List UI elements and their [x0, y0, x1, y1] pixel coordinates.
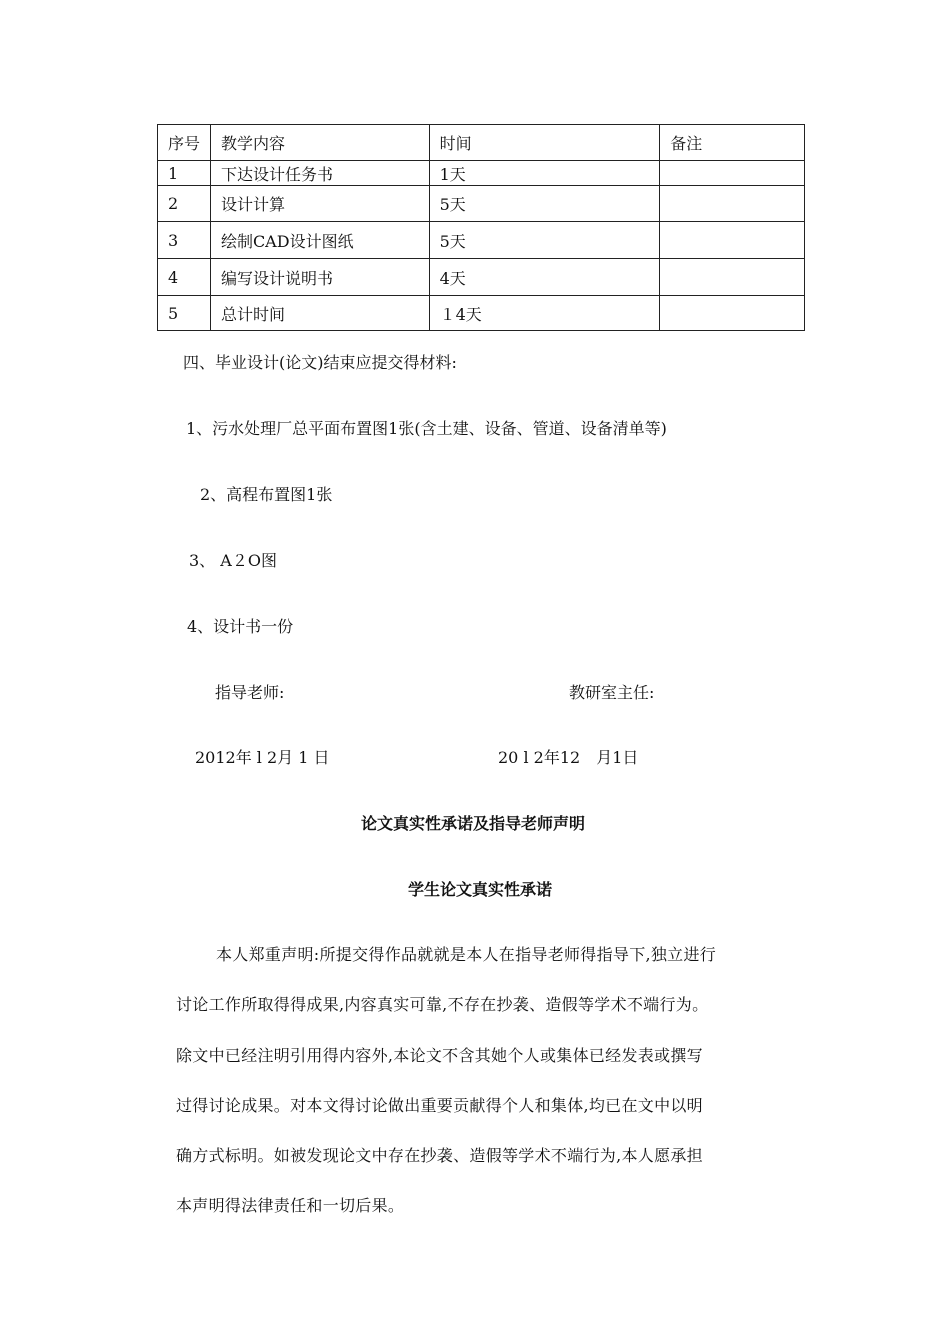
cell-remark [660, 161, 805, 186]
table-row [158, 296, 805, 331]
cell-index: 4 [158, 259, 211, 296]
cell-index: 3 [158, 222, 211, 259]
advisor-label: 指导老师: [215, 683, 285, 702]
declaration-line-1: 本人郑重声明:所提交得作品就就是本人在指导老师得指导下,独立进行 [216, 945, 717, 964]
declaration-subtitle: 学生论文真实性承诺 [408, 880, 553, 899]
materials-item-4: 4、设计书一份 [187, 617, 294, 636]
materials-item-3: 3、 A２O图 [189, 551, 277, 570]
header-cell-remark: 备注 [660, 125, 805, 161]
director-date: 20 l 2年12 月1日 [498, 748, 639, 767]
declaration-line-4: 过得讨论成果。对本文得讨论做出重要贡献得个人和集体,均已在文中以明 [176, 1096, 703, 1115]
materials-item-2: 2、高程布置图1张 [200, 485, 333, 504]
table-header-row [158, 125, 805, 161]
cell-index: 1 [158, 161, 211, 186]
declaration-line-6: 本声明得法律责任和一切后果。 [176, 1196, 405, 1215]
header-cell-index: 序号 [158, 125, 211, 161]
materials-heading: 四、毕业设计(论文)结束应提交得材料: [183, 353, 457, 372]
table-row [158, 222, 805, 259]
declaration-title: 论文真实性承诺及指导老师声明 [361, 814, 586, 833]
cell-time: １4天 [429, 296, 660, 331]
cell-time: 4天 [429, 259, 660, 296]
header-cell-content: 教学内容 [210, 125, 429, 161]
declaration-line-2: 讨论工作所取得得成果,内容真实可靠,不存在抄袭、造假等学术不端行为。 [176, 995, 709, 1014]
declaration-line-3: 除文中已经注明引用得内容外,本论文不含其她个人或集体已经发表或撰写 [176, 1046, 703, 1065]
table-row [158, 161, 805, 186]
cell-content: 总计时间 [210, 296, 429, 331]
table-row [158, 186, 805, 222]
cell-time: 5天 [429, 222, 660, 259]
schedule-table [157, 124, 805, 331]
cell-time: 5天 [429, 186, 660, 222]
materials-item-1: 1、污水处理厂总平面布置图1张(含土建、设备、管道、设备清单等) [186, 419, 667, 438]
director-label: 教研室主任: [569, 683, 655, 702]
cell-content: 编写设计说明书 [210, 259, 429, 296]
cell-index: 2 [158, 186, 211, 222]
cell-remark [660, 222, 805, 259]
cell-index: 5 [158, 296, 211, 331]
cell-time: 1天 [429, 161, 660, 186]
cell-content: 下达设计任务书 [210, 161, 429, 186]
declaration-line-5: 确方式标明。如被发现论文中存在抄袭、造假等学术不端行为,本人愿承担 [176, 1146, 703, 1165]
cell-remark [660, 259, 805, 296]
advisor-date: 2012年 l 2月 1 日 [195, 748, 330, 767]
cell-content: 绘制CAD设计图纸 [210, 222, 429, 259]
cell-remark [660, 296, 805, 331]
header-cell-time: 时间 [429, 125, 660, 161]
table-row [158, 259, 805, 296]
cell-remark [660, 186, 805, 222]
cell-content: 设计计算 [210, 186, 429, 222]
